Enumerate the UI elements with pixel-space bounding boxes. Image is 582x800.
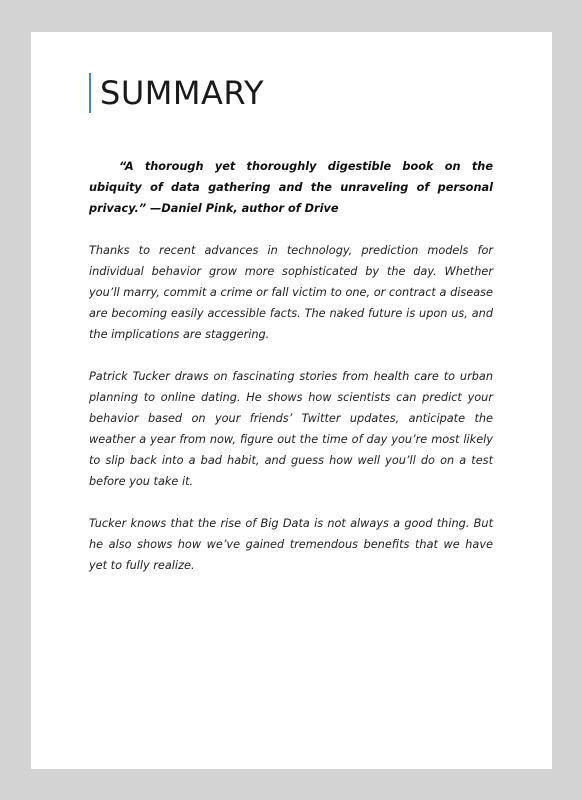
document-page	[31, 32, 552, 769]
paragraph-conclusion: Tucker knows that the rise of Big Data is not always a good thing. But he also shows how we’ve gained tremendous benefits that we have yet to fully realize.	[89, 517, 493, 572]
page-title: SUMMARY	[100, 74, 265, 112]
summary-body	[89, 156, 493, 597]
title-accent-bar	[89, 73, 91, 113]
paragraph-intro: Thanks to recent advances in technology, prediction models for individual behavior grow more sophisticated by the day. Whether you’ll marry, commit a crime or fall victim to one, or contract a disease are becoming easily accessible facts. The naked future is upon us, and the implications are staggering.	[89, 244, 493, 341]
endorsement-quote: “A thorough yet thoroughly digestible book on the ubiquity of data gathering and the unraveling of personal privacy.” —Daniel Pink, author of Drive	[89, 160, 493, 215]
paragraph-stories: Patrick Tucker draws on fascinating stories from health care to urban planning to online dating. He shows how scientists can predict your behavior based on your friends’ Twitter updates, anticipate the weather a year from now, figure out the time of day you’re most likely to slip back into a bad habit, and guess how well you’ll do on a test before you take it.	[89, 370, 493, 488]
page-header	[89, 72, 264, 114]
